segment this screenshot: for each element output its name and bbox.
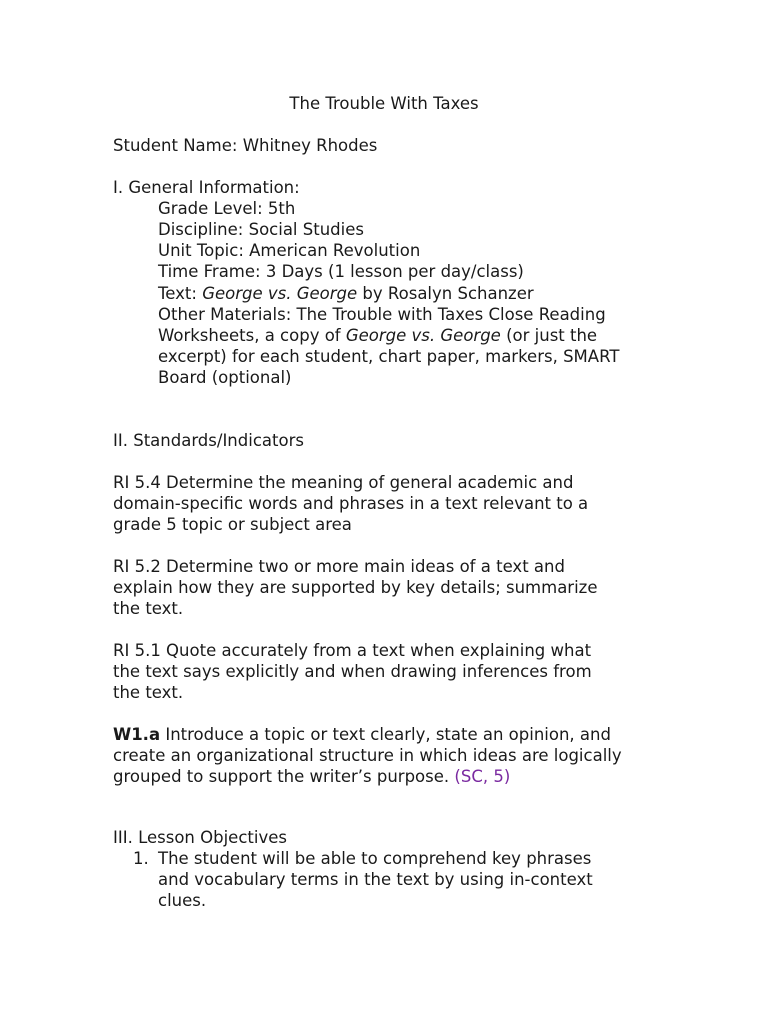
- standard-ri52-line: the text.: [113, 599, 184, 618]
- student-name-line: [113, 135, 377, 156]
- standard-ri51-line: the text says explicitly and when drawing inferences from: [113, 662, 592, 681]
- materials-line-1: Other Materials: The Trouble with Taxes Close Reading: [158, 305, 606, 324]
- objective-line: The student will be able to comprehend key phrases: [158, 849, 592, 868]
- standard-w1a-line: [113, 724, 611, 745]
- standard-ri52-line: explain how they are supported by key details; summarize: [113, 578, 598, 597]
- standards-heading: II. Standards/Indicators: [113, 431, 304, 450]
- text-line: [158, 283, 534, 304]
- standard-ri54-line: RI 5.4 Determine the meaning of general academic and: [113, 473, 574, 492]
- text-book-title: George vs. George: [202, 284, 358, 303]
- objective-line: clues.: [158, 891, 207, 910]
- grade-level: Grade Level: 5th: [158, 199, 296, 218]
- discipline: Discipline: Social Studies: [158, 220, 364, 239]
- standard-w1a-line: [113, 766, 510, 787]
- standard-w1a-text: grouped to support the writer’s purpose.: [113, 767, 450, 786]
- materials-book-title: George vs. George: [345, 326, 501, 345]
- time-frame: Time Frame: 3 Days (1 lesson per day/class): [158, 262, 524, 281]
- standard-ri52-line: RI 5.2 Determine two or more main ideas of a text and: [113, 557, 565, 576]
- standard-ri51-line: the text.: [113, 683, 184, 702]
- materials-suffix: (or just the: [506, 326, 598, 345]
- student-name-value: Whitney Rhodes: [242, 136, 378, 155]
- unit-topic: Unit Topic: American Revolution: [158, 241, 421, 260]
- standard-w1a-code: W1.a: [113, 725, 161, 744]
- materials-prefix: Worksheets, a copy of: [158, 326, 341, 345]
- text-label: Text:: [158, 284, 197, 303]
- materials-line-4: Board (optional): [158, 368, 292, 387]
- student-name-label: Student Name:: [113, 136, 238, 155]
- objectives-heading: III. Lesson Objectives: [113, 828, 287, 847]
- standard-w1a-text: Introduce a topic or text clearly, state an opinion, and: [165, 725, 611, 744]
- general-info-heading: I. General Information:: [113, 178, 300, 197]
- objective-number: 1.: [133, 849, 149, 868]
- materials-line-2: [158, 325, 597, 346]
- standard-ri51-line: RI 5.1 Quote accurately from a text when explaining what: [113, 641, 592, 660]
- page-title: The Trouble With Taxes: [289, 94, 479, 113]
- standard-ri54-line: grade 5 topic or subject area: [113, 515, 352, 534]
- text-author: by Rosalyn Schanzer: [362, 284, 534, 303]
- standard-w1a-line: create an organizational structure in which ideas are logically: [113, 746, 622, 765]
- standard-ri54-line: domain-specific words and phrases in a text relevant to a: [113, 494, 589, 513]
- standard-w1a-reference: (SC, 5): [454, 767, 511, 786]
- materials-line-3: excerpt) for each student, chart paper, markers, SMART: [158, 347, 620, 366]
- objective-line: and vocabulary terms in the text by using in-context: [158, 870, 593, 889]
